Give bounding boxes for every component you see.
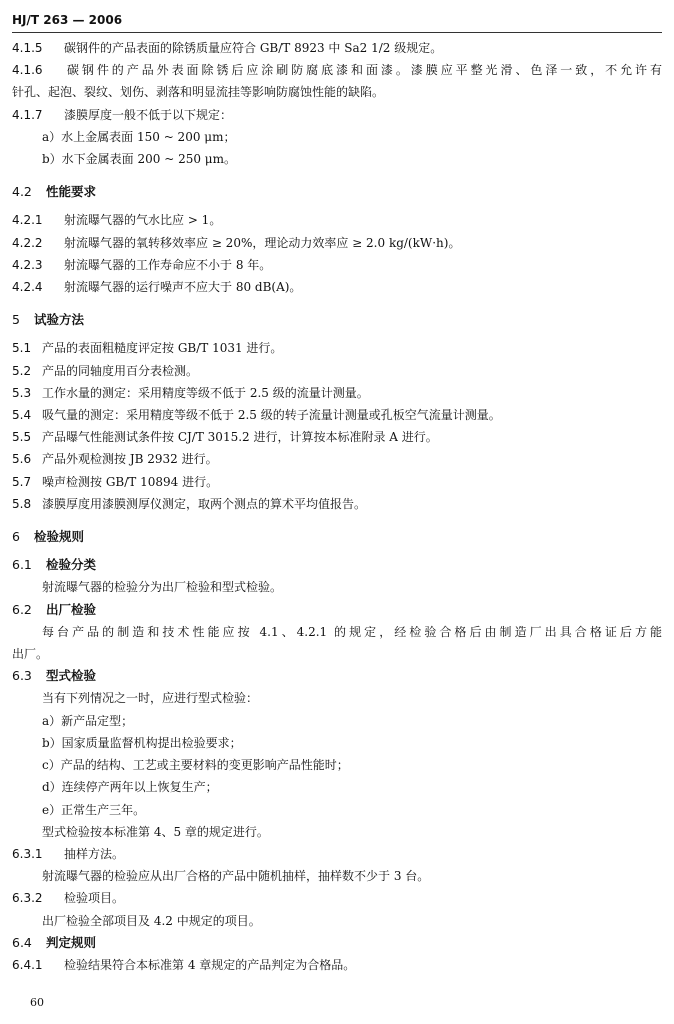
paragraph-cont: 出厂。 bbox=[12, 647, 49, 662]
clause-4-2-3: 4.2.3 射流曝气器的工作寿命应不小于 8 年。 bbox=[12, 257, 272, 272]
clause-5-5: 5.5 产品曝气性能测试条件按 CJ/T 3015.2 进行，计算按本标准附录 A 进行。 bbox=[12, 430, 438, 445]
paragraph: 当有下列情况之一时，应进行型式检验： bbox=[42, 691, 259, 706]
clause-6-4-1: 6.4.1 检验结果符合本标准第 4 章规定的产品判定为合格品。 bbox=[12, 957, 356, 972]
clause-5-4: 5.4 吸气量的测定：采用精度等级不低于 2.5 级的转子流量计测量或孔板空气流量计测量。 bbox=[12, 408, 501, 423]
clause-5-2: 5.2 产品的同轴度用百分表检测。 bbox=[12, 363, 199, 378]
clause-5-7: 5.7 噪声检测按 GB/T 10894 进行。 bbox=[12, 474, 219, 489]
clause-4-1-6: 4.1.6 碳钢件的产品外表面除锈后应涂刷防腐底漆和面漆。漆膜应平整光滑、色泽一致，不允许有 bbox=[12, 63, 662, 78]
clause-6-3-2: 6.3.2 检验项目。 bbox=[12, 891, 125, 906]
clause-5-3: 5.3 工作水量的测定：采用精度等级不低于 2.5 级的流量计测量。 bbox=[12, 385, 369, 400]
list-item: b）国家质量监督机构提出检验要求； bbox=[42, 735, 242, 750]
clause-4-2-1: 4.2.1 射流曝气器的气水比应 > 1。 bbox=[12, 213, 222, 228]
standard-code: HJ/T 263 — 2006 bbox=[12, 13, 123, 27]
list-item: e）正常生产三年。 bbox=[42, 802, 146, 817]
clause-4-2-2: 4.2.2 射流曝气器的氧转移效率应 ≥ 20%，理论动力效率应 ≥ 2.0 kg/(kW·h)。 bbox=[12, 235, 461, 250]
paragraph: 射流曝气器的检验应从出厂合格的产品中随机抽样，抽样数不少于 3 台。 bbox=[42, 869, 430, 884]
clause-4-1-7: 4.1.7 漆膜厚度一般不低于以下规定： bbox=[12, 107, 233, 122]
section-6-1-heading: 6.1 检验分类 bbox=[12, 557, 97, 573]
section-6-2-heading: 6.2 出厂检验 bbox=[12, 601, 97, 617]
section-5-heading: 5 试验方法 bbox=[12, 312, 85, 328]
list-item: b）水下金属表面 200 ~ 250 μm。 bbox=[42, 152, 236, 167]
section-6-4-heading: 6.4 判定规则 bbox=[12, 934, 97, 950]
list-item: c）产品的结构、工艺或主要材料的变更影响产品性能时； bbox=[42, 758, 349, 773]
clause-4-2-4: 4.2.4 射流曝气器的运行噪声不应大于 80 dB(A)。 bbox=[12, 280, 302, 295]
paragraph: 每台产品的制造和技术性能应按 4.1、4.2.1 的规定，经检验合格后由制造厂出具合格证后方能 bbox=[42, 624, 662, 639]
list-item: a）新产品定型； bbox=[42, 713, 134, 728]
clause-6-3-1: 6.3.1 抽样方法。 bbox=[12, 846, 125, 861]
document-body bbox=[12, 37, 662, 976]
paragraph: 出厂检验全部项目及 4.2 中规定的项目。 bbox=[42, 913, 261, 928]
section-6-heading: 6 检验规则 bbox=[12, 529, 85, 545]
list-item: d）连续停产两年以上恢复生产； bbox=[42, 780, 218, 795]
clause-5-6: 5.6 产品外观检测按 JB 2932 进行。 bbox=[12, 452, 218, 467]
clause-4-1-5: 4.1.5 碳钢件的产品表面的除锈质量应符合 GB/T 8923 中 Sa2 1/2 级规定。 bbox=[12, 41, 443, 55]
paragraph: 型式检验按本标准第 4、5 章的规定进行。 bbox=[42, 824, 269, 839]
clause-5-1: 5.1 产品的表面粗糙度评定按 GB/T 1031 进行。 bbox=[12, 341, 283, 356]
page-number: 60 bbox=[30, 996, 44, 1009]
page-header bbox=[12, 8, 662, 33]
section-4-2-heading: 4.2 性能要求 bbox=[12, 184, 97, 200]
list-item: a）水上金属表面 150 ~ 200 μm； bbox=[42, 129, 236, 144]
paragraph: 射流曝气器的检验分为出厂检验和型式检验。 bbox=[42, 580, 283, 595]
section-6-3-heading: 6.3 型式检验 bbox=[12, 668, 97, 684]
clause-5-8: 5.8 漆膜厚度用漆膜测厚仪测定，取两个测点的算术平均值报告。 bbox=[12, 496, 367, 511]
clause-4-1-6-cont: 针孔、起泡、裂纹、划伤、剥落和明显流挂等影响防腐蚀性能的缺陷。 bbox=[12, 85, 385, 100]
